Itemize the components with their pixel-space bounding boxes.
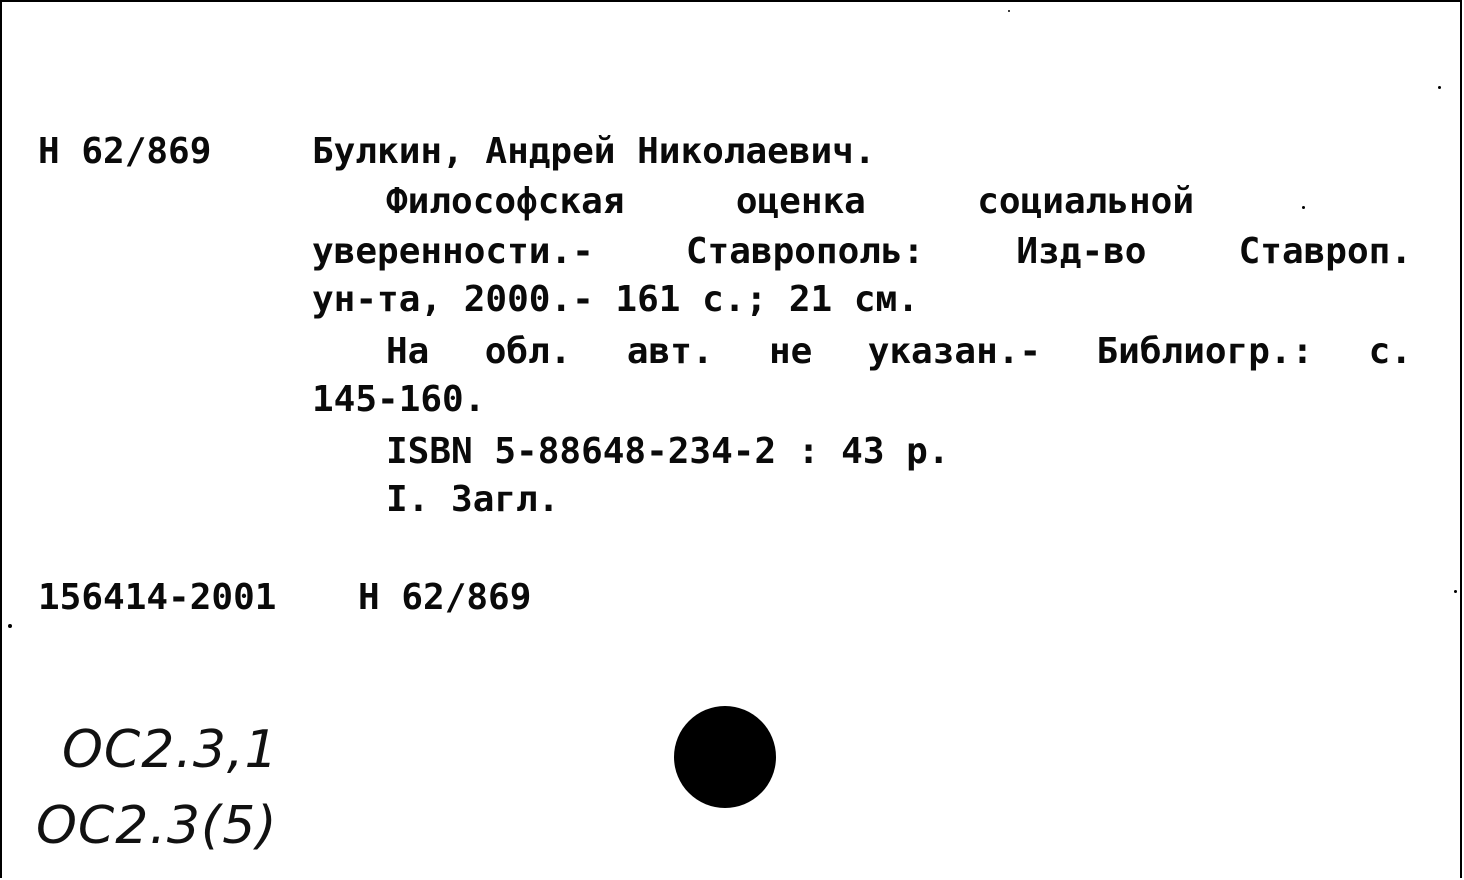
scan-speck <box>1008 10 1010 12</box>
title-line-2: уверенности.- Ставрополь: Изд-во Ставроп. <box>312 231 1412 272</box>
handwritten-classification-2: ОС2.3(5) <box>36 796 278 856</box>
handwritten-classification-1: ОС2.3,1 <box>62 720 279 780</box>
isbn-line: ISBN 5-88648-234-2 : 43 р. <box>386 431 950 472</box>
scan-speck <box>1454 590 1457 593</box>
scan-speck <box>1302 206 1305 209</box>
note-line-2: 145-160. <box>312 379 486 420</box>
call-number-bottom: Н 62/869 <box>358 577 532 618</box>
accession-number: 156414-2001 <box>38 577 277 618</box>
call-number: Н 62/869 <box>38 131 212 172</box>
note-line-1: На обл. авт. не указан.- Библиогр.: с. <box>386 331 1412 372</box>
scan-speck <box>1438 86 1441 89</box>
title-line-1: Философская оценка социальной <box>386 181 1194 222</box>
title-line-3: ун-та, 2000.- 161 с.; 21 см. <box>312 279 919 320</box>
scan-speck <box>8 624 12 628</box>
tracing-line: I. Загл. <box>386 479 560 520</box>
author-heading: Булкин, Андрей Николаевич. <box>312 131 876 172</box>
punch-hole <box>674 706 776 808</box>
